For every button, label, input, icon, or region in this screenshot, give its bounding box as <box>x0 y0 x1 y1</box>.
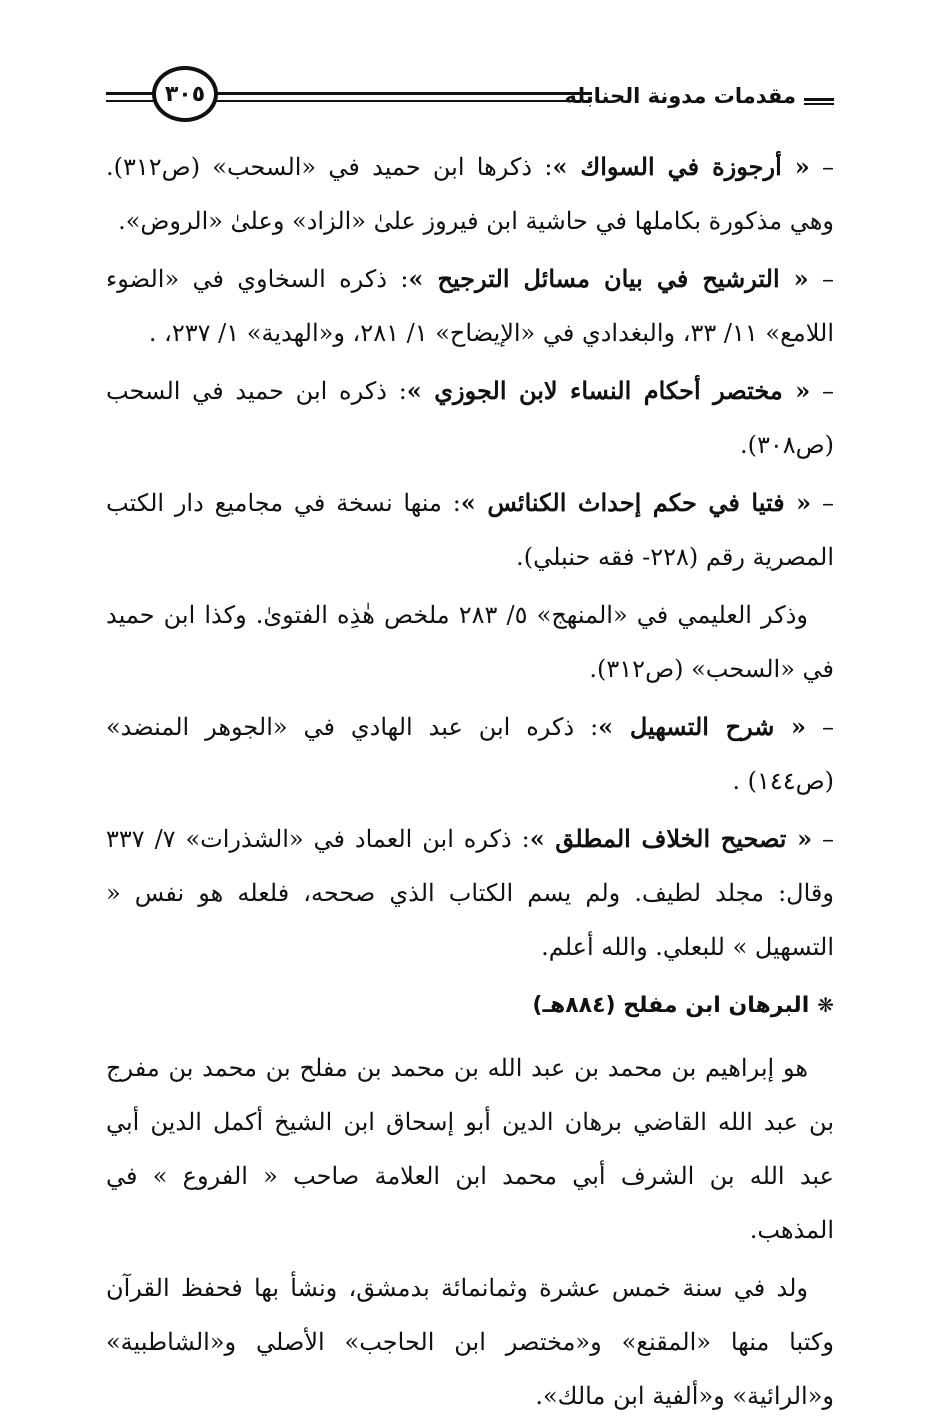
book-entry <box>106 364 834 472</box>
entry-dash: – <box>809 153 834 181</box>
note-paragraph <box>106 588 834 696</box>
page-body <box>106 140 834 1427</box>
entry-dash: – <box>810 377 834 405</box>
section-heading-text: البرهان ابن مفلح (٨٨٤هـ) <box>532 993 810 1018</box>
book-entry <box>106 140 834 248</box>
entry-text: وذكر العليمي في «المنهج» ٥/ ٢٨٣ ملخص هٰذِه الفتوىٰ. وكذا ابن حميد في «السحب» (ص٣١٢). <box>106 601 834 683</box>
book-title: « الترشيح في بيان مسائل الترجيح » <box>408 264 809 293</box>
asterism-icon: ❋ <box>817 993 834 1017</box>
entry-dash: – <box>811 489 834 517</box>
book-title: « شرح التسهيل » <box>598 712 807 741</box>
book-title: « تصحيح الخلاف المطلق » <box>529 824 813 853</box>
book-entry <box>106 252 834 360</box>
entry-dash: – <box>806 713 834 741</box>
biography-paragraph: ولد في سنة خمس عشرة وثمانمائة بدمشق، ونشأ بها فحفظ القرآن وكتبا منها «المقنع» و«مختصر ابن الحاجب» الأصلي و«الشاطبية» و«الرائية» و«ألفية ابن مالك». <box>106 1274 834 1410</box>
biography-paragraph: هو إبراهيم بن محمد بن عبد الله بن محمد بن مفلح بن محمد بن مفرج بن عبد الله القاضي برهان الدين أبو إسحاق ابن الشيخ أكمل الدين أبي عبد الله بن الشرف أبي محمد ابن العلامة صاحب « الفروع » في المذهب. <box>106 1054 834 1244</box>
running-title: مقدمات مدونة الحنابلة <box>564 84 796 108</box>
entry-text: : ذكره ابن حميد في السحب (ص٣٠٨). <box>106 377 834 459</box>
header-rule-left <box>106 92 156 102</box>
entry-text: : ذكرها ابن حميد في «السحب» (ص٣١٢). وهي مذكورة بكاملها في حاشية ابن فيروز علىٰ «الزاد» وعلىٰ «الروض». <box>106 153 834 235</box>
page-number: ٣٠٥ <box>152 66 218 122</box>
header-rule <box>214 92 592 102</box>
entry-text: : منها نسخة في مجاميع دار الكتب المصرية رقم (٢٢٨- فقه حنبلي). <box>106 489 834 571</box>
book-entry <box>106 812 834 974</box>
entry-dash: – <box>808 265 834 293</box>
book-title: « أرجوزة في السواك » <box>552 152 810 181</box>
entry-text: : ذكره ابن عبد الهادي في «الجوهر المنضد» (ص١٤٤) . <box>106 713 834 795</box>
section-heading <box>106 978 834 1033</box>
running-header <box>106 64 834 128</box>
book-title: « مختصر أحكام النساء لابن الجوزي » <box>406 376 811 405</box>
entry-text: : ذكره السخاوي في «الضوء اللامع» ١١/ ٣٣، والبغدادي في «الإيضاح» ١/ ٢٨١، و«الهدية» ١/ ٢٣٧، . <box>106 265 834 347</box>
entry-dash: – <box>812 825 834 853</box>
book-entry <box>106 476 834 584</box>
book-entry <box>106 700 834 808</box>
entry-text: : ذكره ابن العماد في «الشذرات» ٧/ ٣٣٧ وقال: مجلد لطيف. ولم يسم الكتاب الذي صححه، فلعله هو نفس « التسهيل » للبعلي. والله أعلم. <box>106 825 834 961</box>
header-ornament-right <box>804 98 834 105</box>
book-title: « فتيا في حكم إحداث الكنائس » <box>460 488 812 517</box>
